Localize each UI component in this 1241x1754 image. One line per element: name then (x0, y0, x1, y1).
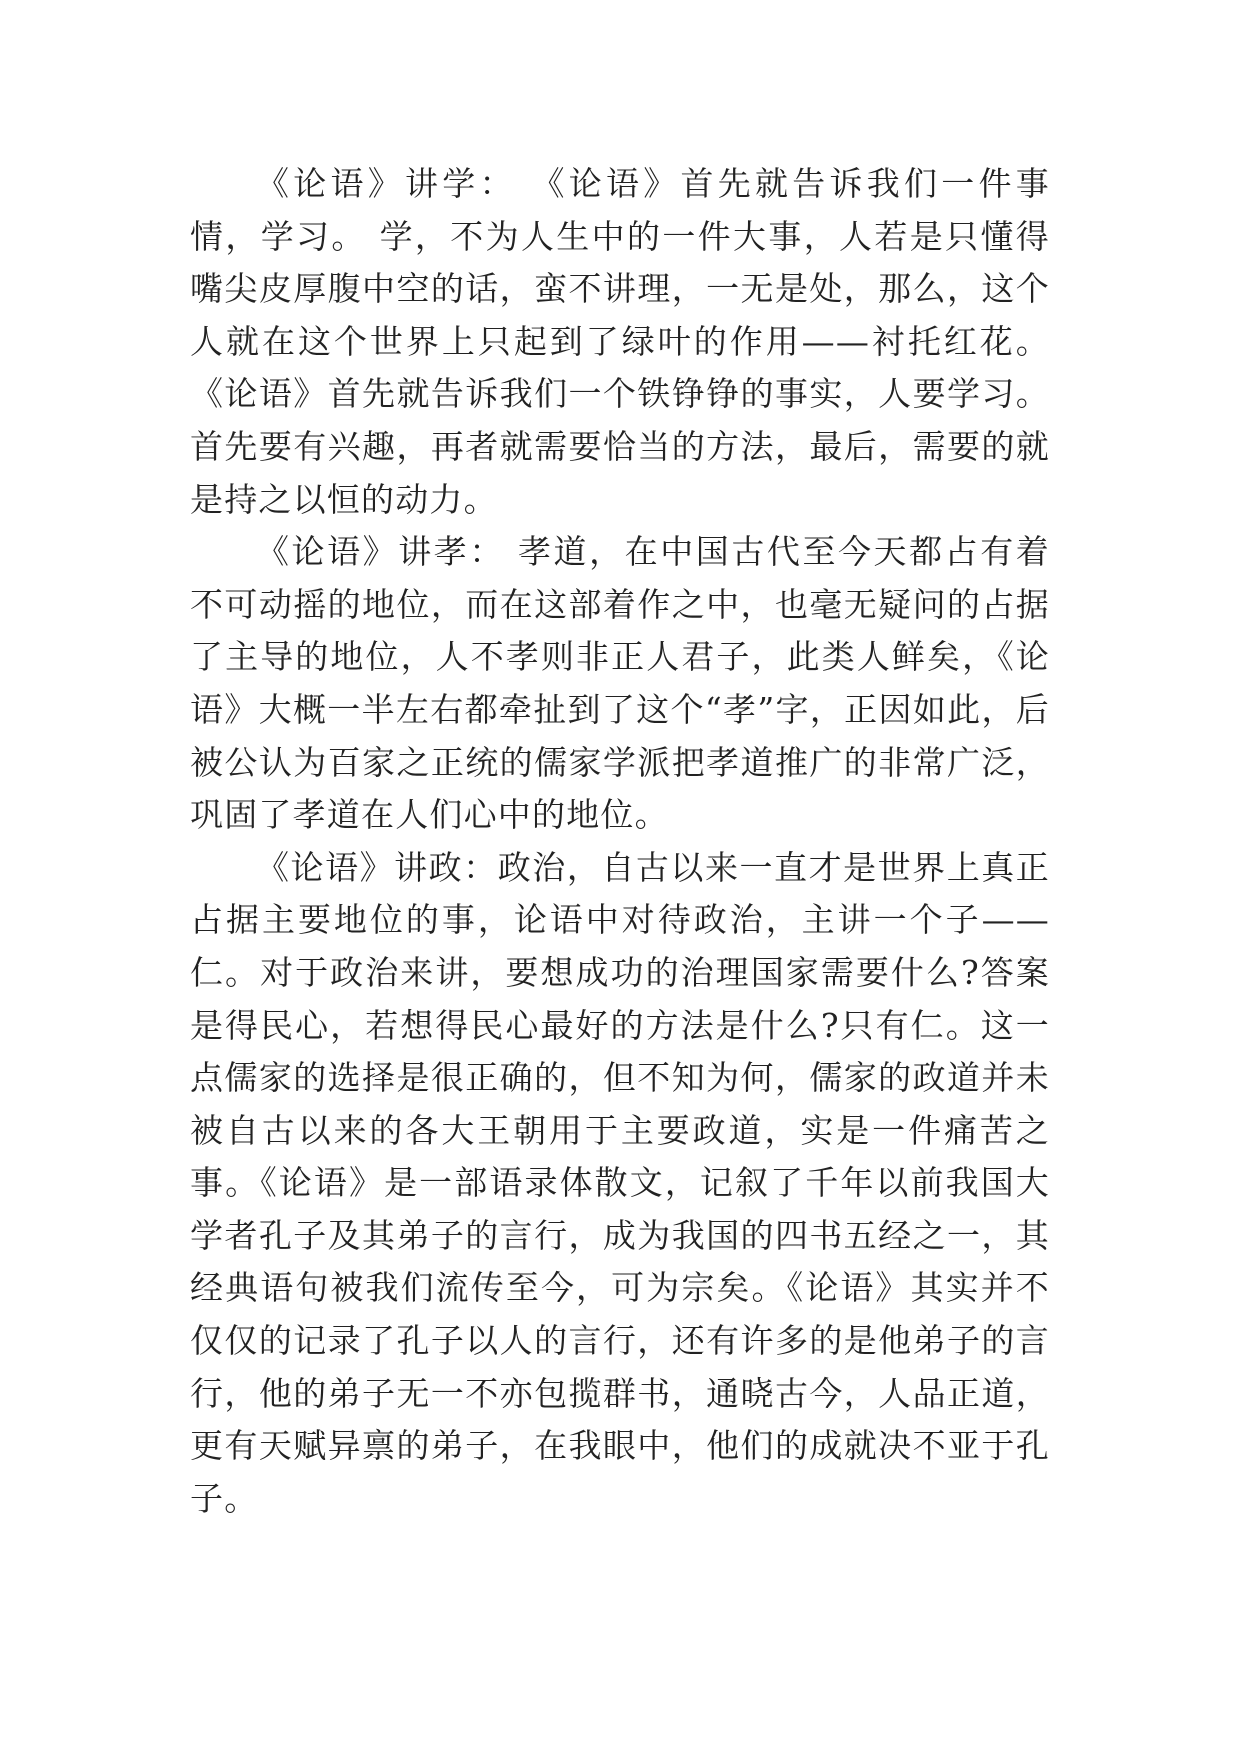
paragraph-filial-piety: 《论语》讲孝： 孝道，在中国古代至今天都占有着不可动摇的地位，而在这部着作之中，也毫无疑问的占据了主导的地位，人不孝则非正人君子，此类人鲜矣，《论语》大概一半左右都牵扯到了这个“孝”字，正因如此，后被公认为百家之正统的儒家学派把孝道推广的非常广泛，巩固了孝道在人们心中的地位。 (190, 532, 1050, 835)
document-body (190, 158, 1050, 1525)
paragraph-politics: 《论语》讲政：政治，自古以来一直才是世界上真正占据主要地位的事，论语中对待政治，主讲一个子——仁。对于政治来讲，要想成功的治理国家需要什么?答案是得民心，若想得民心最好的方法是什么?只有仁。这一点儒家的选择是很正确的，但不知为何，儒家的政道并未被自古以来的各大王朝用于主要政道，实是一件痛苦之事。《论语》是一部语录体散文，记叙了千年以前我国大学者孔子及其弟子的言行，成为我国的四书五经之一，其经典语句被我们流传至今，可为宗矣。《论语》其实并不仅仅的记录了孔子以人的言行，还有许多的是他弟子的言行，他的弟子无一不亦包揽群书，通晓古今，人品正道，更有天赋异禀的弟子，在我眼中，他们的成就决不亚于孔子。 (190, 847, 1050, 1518)
paragraph-learning: 《论语》讲学： 《论语》首先就告诉我们一件事情，学习。 学，不为人生中的一件大事，人若是只懂得嘴尖皮厚腹中空的话，蛮不讲理，一无是处，那么，这个人就在这个世界上只起到了绿叶的作用——衬托红花。《论语》首先就告诉我们一个铁铮铮的事实，人要学习。 首先要有兴趣，再者就需要恰当的方法，最后，需要的就是持之以恒的动力。 (190, 164, 1050, 519)
